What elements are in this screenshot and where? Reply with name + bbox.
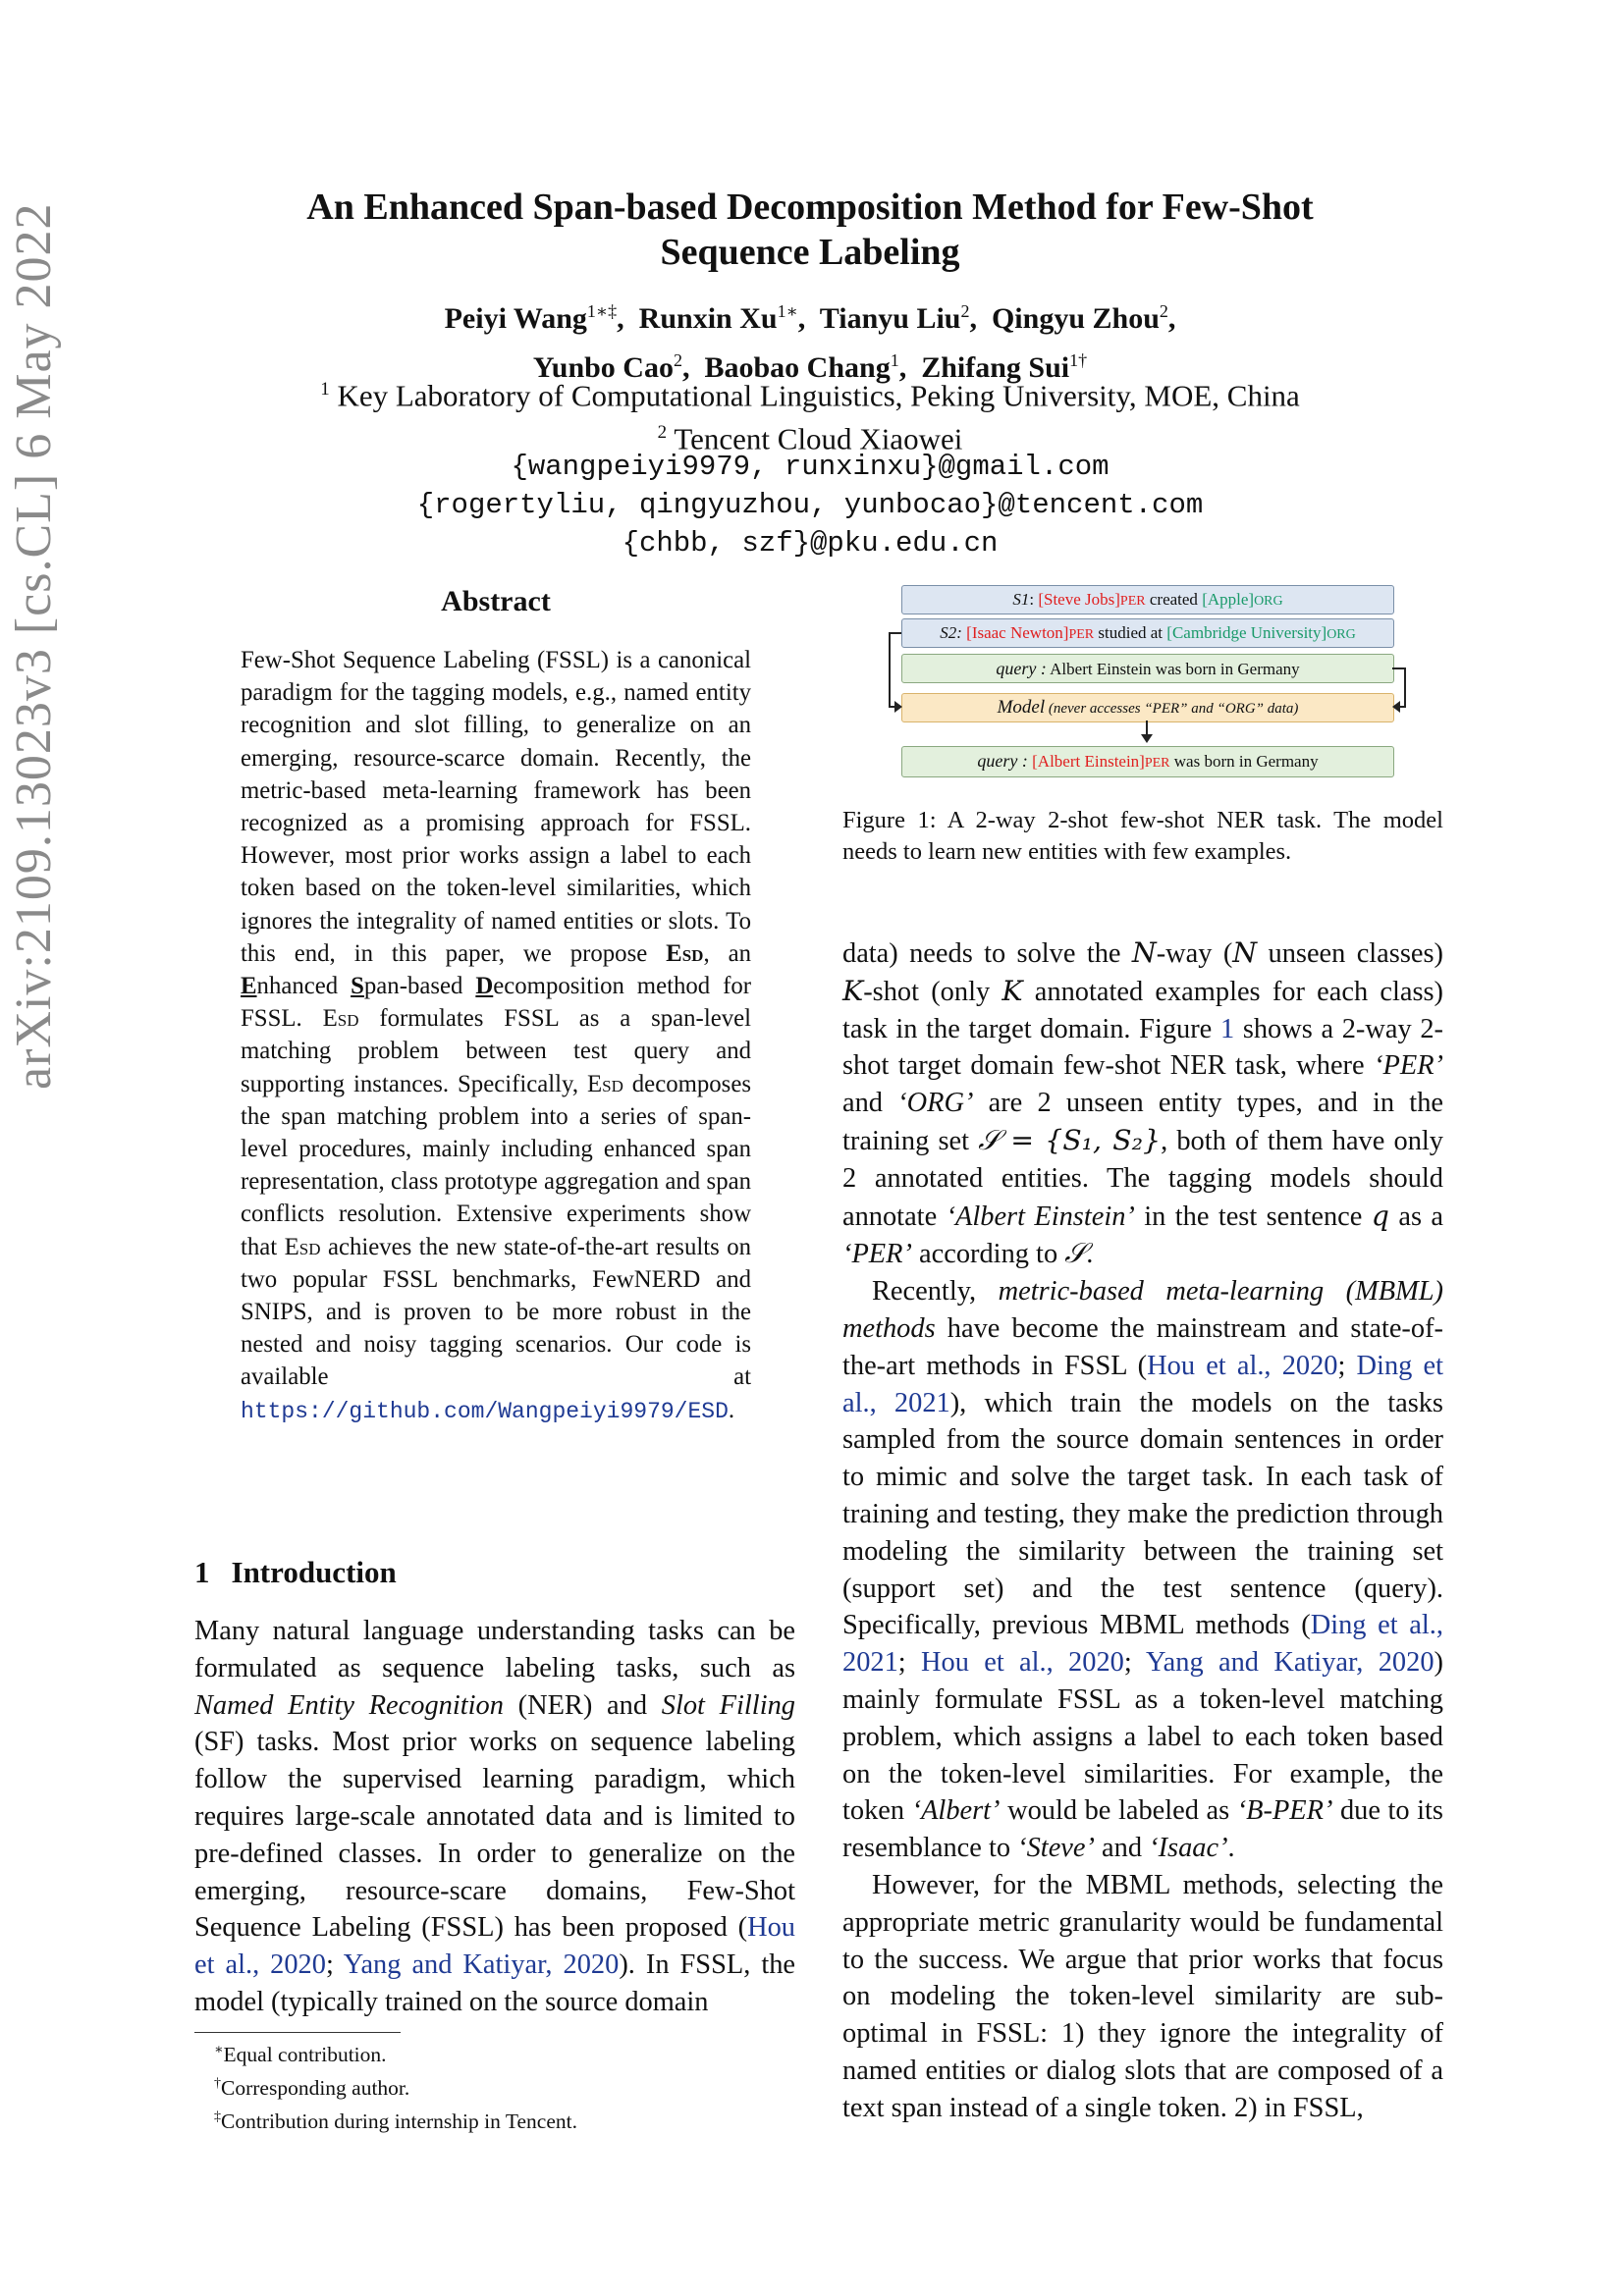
arrow-left-icon xyxy=(1392,701,1400,713)
body-text: data) needs to solve the xyxy=(842,938,1132,969)
body-text: . xyxy=(1086,1239,1094,1270)
body-text: ) mainly formulate FSSL as a token-level matching problem, which assigns a label to each token based on the token-level similarities. For example, the token xyxy=(842,1647,1443,1827)
footnote-1 xyxy=(214,2036,803,2069)
body-text: would be labeled as xyxy=(1000,1795,1237,1827)
math-symbol: 𝒮 xyxy=(1064,1237,1087,1270)
output-box xyxy=(901,746,1394,777)
entity-span: [Cambridge University] xyxy=(1166,623,1327,642)
body-text: (NER) and xyxy=(503,1689,662,1721)
author-affil-mark: 2 xyxy=(1159,301,1168,321)
body-text: unseen classes) xyxy=(1257,938,1443,969)
emails xyxy=(236,448,1384,562)
citation-link[interactable]: Ding et al., 2021 xyxy=(842,1350,1443,1418)
abstract-text: Few-Shot Sequence Labeling (FSSL) is a canonical paradigm for the tagging models, e.g., named entity recognition and slot filling, to generalize on an emerging, resource-scarce domain. Recently, the metric-based meta-learning framework has been recognized as a promising approach for FSSL. However, most prior works assign a label to each token based on the token-level similarities, which ignores the integrality of named entities or slots. To this end, in this paper, we propose xyxy=(241,647,751,967)
affiliations xyxy=(236,371,1384,458)
author-affil-mark: 1∗‡ xyxy=(586,301,618,321)
author-line-1: Peiyi Wang$^{1∗\ddagger}$, Runxin $Xu^{1∗}$, Tianyu Liu$^2$, Qingyu Zhou$^2$, xyxy=(444,301,1176,335)
entity-tag: PER xyxy=(1068,627,1095,642)
author-name: Zhifang Sui xyxy=(921,351,1070,384)
example-token: ‘Steve’ xyxy=(1017,1833,1095,1864)
entity-tag: ORG xyxy=(1254,594,1283,609)
citation-link[interactable]: Hou et al., 2020 xyxy=(1147,1350,1338,1381)
method-name: Esd xyxy=(284,1233,321,1260)
entity-type: ‘ORG’ xyxy=(897,1088,974,1119)
email-line-1: {wangpeiyi9979, runxinxu}@gmail.com xyxy=(511,451,1110,483)
fig-text: was born in Germany xyxy=(1169,752,1319,771)
body-text: and xyxy=(1094,1833,1150,1864)
author-affil-mark: 1 xyxy=(890,350,899,370)
fig-text: created xyxy=(1145,590,1203,609)
body-text: Recently, xyxy=(872,1276,999,1308)
model-box xyxy=(901,693,1394,722)
body-text: and xyxy=(842,1088,898,1119)
body-text: in the test sentence xyxy=(1134,1201,1372,1232)
author-affil-mark: 2 xyxy=(673,350,682,370)
entity-tag: PER xyxy=(1119,594,1146,609)
abstract-text: achieves the new state-of-the-art results on two popular FSSL benchmarks, FewNERD and SNIPS, and is proven to be more robust in the nested and noisy tagging scenarios. Our code is available at xyxy=(241,1233,752,1391)
abstract-text: ecomposition method for FSSL. xyxy=(241,973,752,1033)
author-affil-mark: 1∗ xyxy=(777,301,798,321)
body-text: -way ( xyxy=(1156,938,1233,969)
body-text: shows a 2-way 2-shot target domain few-shot NER task, where xyxy=(842,1013,1443,1082)
affiliation-1 xyxy=(236,371,1384,414)
paragraph xyxy=(842,934,1443,1273)
arxiv-stamp xyxy=(5,202,142,1092)
body-text: annotated examples for each class) task in the target domain. Figure xyxy=(842,976,1444,1044)
entity-type: ‘PER’ xyxy=(842,1239,912,1270)
footnote-rule xyxy=(194,2032,401,2033)
support-sentence-2 xyxy=(901,618,1394,648)
section-title: Introduction xyxy=(231,1555,397,1589)
math-symbol: N xyxy=(1131,936,1157,969)
intro-body xyxy=(194,1613,795,2021)
body-text: as a xyxy=(1388,1201,1443,1232)
example-token: ‘Isaac’ xyxy=(1149,1833,1228,1864)
footnote-text: Corresponding author. xyxy=(221,2076,410,2101)
model-label: Model xyxy=(997,697,1046,718)
footnote-mark: † xyxy=(214,2076,221,2092)
code-link[interactable]: https://github.com/Wangpeiyi9979/ESD xyxy=(241,1398,729,1424)
right-column-body xyxy=(842,934,1443,2127)
author-affil-mark: 2 xyxy=(960,301,970,321)
author-name: Yunbo Cao xyxy=(532,351,674,384)
footnote-text: Equal contribution. xyxy=(223,2043,387,2067)
term-sf: Slot Filling xyxy=(661,1689,795,1721)
acronym-letter: D xyxy=(475,973,494,1000)
acronym-letter: S xyxy=(351,973,364,1000)
fig-text: Albert Einstein was born in Germany xyxy=(1046,660,1300,678)
math-expression: 𝒮 = {S₁, S₂} xyxy=(978,1123,1162,1156)
citation-link[interactable]: Hou et al., 2020 xyxy=(921,1647,1124,1679)
author-name: Tianyu Liu xyxy=(819,302,961,335)
support-sentence-1 xyxy=(901,585,1394,614)
abstract-body xyxy=(241,644,751,1428)
query-label: query : xyxy=(977,751,1028,771)
body-text: , both of them have only 2 annotated entities. The tagging models should annotate xyxy=(842,1125,1443,1232)
body-text: . xyxy=(1227,1833,1235,1864)
body-text: ). In FSSL, the model (typically trained on the source domain xyxy=(194,1949,795,2017)
footnote-mark: ‡ xyxy=(214,2109,221,2125)
footnote-2 xyxy=(214,2069,803,2103)
author-name: Baobao Chang xyxy=(704,351,891,384)
section-heading-introduction xyxy=(194,1555,784,1590)
entity-span: [Apple] xyxy=(1202,590,1255,609)
example-span: ‘Albert Einstein’ xyxy=(946,1201,1135,1232)
entity-span: [Steve Jobs] xyxy=(1038,590,1120,609)
paragraph: However, for the MBML methods, selecting the appropriate metric granularity would be fundamental to the success. We argue that prior works that focus on modeling the token-level similarity are sub-optimal in FSSL: 1) they ignore the integrality of named entities or dialog slots that are composed of a text span instead of a single token. 2) in FSSL, xyxy=(842,1869,1443,2123)
body-text: -shot (only xyxy=(863,976,1002,1007)
math-symbol: K xyxy=(1001,974,1023,1007)
author-affil-mark: 1† xyxy=(1069,350,1088,370)
entity-type: ‘PER’ xyxy=(1374,1050,1443,1082)
section-number: 1 xyxy=(194,1555,210,1589)
query-label: query : xyxy=(996,659,1047,678)
body-text: ), which train the models on the tasks sampled from the source domain sentences in order to mimic and solve the target task. In each task of training and testing, they make the prediction through modeling the similarity between the training set (support set) and the test sentence (query). Specifically, previous MBML methods ( xyxy=(842,1387,1443,1641)
method-name: Esd xyxy=(322,1005,359,1033)
body-text: due to its resemblance to xyxy=(842,1795,1443,1864)
fig-text: : xyxy=(1029,590,1039,609)
fig-text: studied at xyxy=(1094,623,1167,642)
paragraph xyxy=(842,1273,1443,1867)
math-symbol: K xyxy=(842,974,864,1007)
arrow-down-icon xyxy=(1141,734,1153,743)
support-label: S2: xyxy=(940,623,962,642)
abstract-text: , an xyxy=(703,939,751,967)
arrow-right-icon xyxy=(894,701,902,713)
abstract-text: . xyxy=(728,1396,735,1423)
footnote-text: Contribution during internship in Tencent. xyxy=(221,2109,577,2134)
body-text: are 2 unseen entity types, and in the training set xyxy=(842,1088,1443,1156)
title-line-1: An Enhanced Span-based Decomposition Method for Few-Shot xyxy=(306,187,1314,228)
citation-link[interactable]: Yang and Katiyar, 2020 xyxy=(1146,1647,1435,1679)
example-token: ‘Albert’ xyxy=(911,1795,1001,1827)
citation-link[interactable]: Hou et al., 2020 xyxy=(194,1912,795,1981)
entity-tag: PER xyxy=(1144,756,1170,771)
abstract-text: pan-based xyxy=(363,973,476,1000)
affil-text: Key Laboratory of Computational Linguistics, Peking University, MOE, China xyxy=(337,378,1300,413)
author-name: Peiyi Wang xyxy=(444,302,587,335)
affil-mark: 2 xyxy=(657,422,668,444)
entity-tag: ORG xyxy=(1326,627,1356,642)
example-label: ‘B-PER’ xyxy=(1236,1795,1333,1827)
figure-caption: Figure 1: A 2-way 2-shot few-shot NER task. The model needs to learn new entities with few examples. xyxy=(842,807,1443,865)
citation-link[interactable]: Yang and Katiyar, 2020 xyxy=(343,1949,620,1981)
support-label: S1 xyxy=(1012,590,1030,609)
body-text: according to xyxy=(911,1239,1065,1270)
method-name: Esd xyxy=(586,1070,623,1097)
title-line-2: Sequence Labeling xyxy=(660,232,960,273)
footnotes xyxy=(214,2036,803,2136)
model-note: (never accesses “PER” and “ORG” data) xyxy=(1045,701,1299,717)
acronym-letter: E xyxy=(241,973,257,1000)
author-name: Qingyu Zhou xyxy=(991,302,1160,335)
math-symbol: N xyxy=(1232,936,1258,969)
body-text: ; xyxy=(897,1647,921,1679)
footnote-3 xyxy=(214,2103,803,2136)
entity-span: [Albert Einstein] xyxy=(1027,752,1145,771)
connector-line xyxy=(889,632,891,708)
body-text: Many natural language understanding tasks can be formulated as sequence labeling tasks, such as xyxy=(194,1616,795,1683)
method-name: Esd xyxy=(666,939,704,967)
connector-line xyxy=(1404,667,1406,708)
body-text: ; xyxy=(1337,1350,1357,1381)
email-line-2: {rogertyliu, qingyuzhou, yunbocao}@tencent.com xyxy=(416,489,1204,521)
figure-1 xyxy=(884,585,1394,781)
entity-span: [Isaac Newton] xyxy=(961,623,1069,642)
email-line-3: {chbb, szf}@pku.edu.cn xyxy=(622,527,999,560)
term-ner: Named Entity Recognition xyxy=(194,1689,504,1721)
figure-ref-link[interactable]: 1 xyxy=(1219,1013,1235,1044)
abstract-heading: Abstract xyxy=(441,585,551,617)
body-text: ; xyxy=(1123,1647,1147,1679)
abstract-text: formulates FSSL as a span-level matching problem between test query and supporting instances. Specifically, xyxy=(241,1005,752,1097)
affil-mark: 1 xyxy=(320,379,330,400)
affil-text: Tencent Cloud Xiaowei xyxy=(674,421,963,456)
math-symbol: q xyxy=(1371,1199,1389,1232)
citation-link[interactable]: Ding et al., 2021 xyxy=(842,1610,1443,1679)
arxiv-stamp-text: arXiv:2109.13023v3 [cs.CL] 6 May 2022 xyxy=(6,202,62,1090)
paper-title xyxy=(236,185,1384,275)
footnote-mark: ∗ xyxy=(214,2043,224,2057)
abstract-text: decomposes the span matching problem into a series of span-level procedures, mainly including enhanced span representation, class prototype aggregation and span conflicts resolution. Extensive experiments show that xyxy=(241,1070,751,1260)
query-box xyxy=(901,654,1394,683)
body-text: have become the mainstream and state-of-the-art methods in FSSL ( xyxy=(842,1312,1443,1381)
author-line-2: Yunbo Cao$^2$, Baobao Chang$^1$, Zhifang Sui$^{1\dagger}$ xyxy=(532,350,1088,384)
body-text: (SF) tasks. Most prior works on sequence labeling follow the supervised learning paradigm, which requires large-scale annotated data and is limited to pre-defined classes. In order to generalize on the emerging, resource-scare domains, Few-Shot Sequence Labeling (FSSL) has been proposed ( xyxy=(194,1727,795,1944)
body-text: ; xyxy=(325,1949,344,1981)
author-name: Runxin Xu xyxy=(638,302,778,335)
abstract-text: nhanced xyxy=(256,973,352,1000)
term-mbml: metric-based meta-learning (MBML) methods xyxy=(842,1276,1443,1344)
